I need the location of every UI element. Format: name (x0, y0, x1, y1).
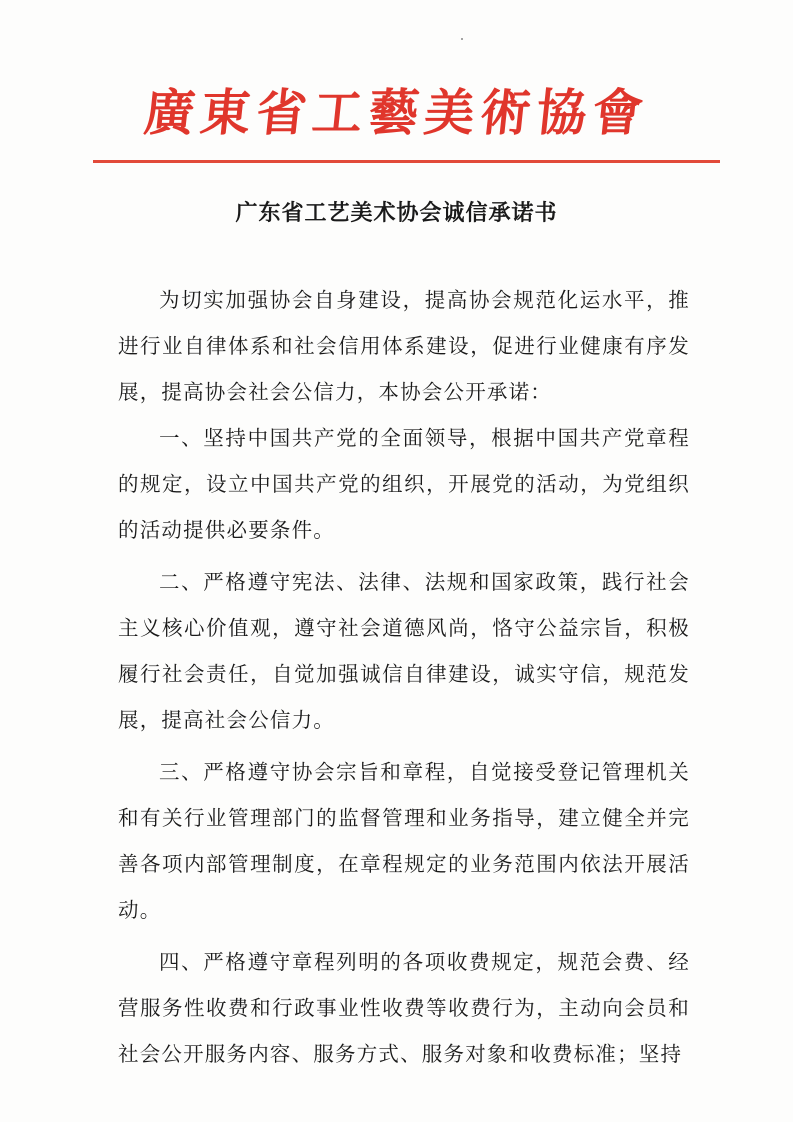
document-body (118, 277, 690, 1077)
document-title: 广东省工艺美术协会诚信承诺书 (235, 201, 558, 226)
letterhead-org-name: 廣東省工藝美術協會 (141, 83, 652, 142)
intro-paragraph: 为切实加强协会自身建设，提高协会规范化运水平，推进行业自律体系和社会信用体系建设，促进行业健康有序发展，提高协会社会公信力，本协会公开承诺： (118, 288, 690, 404)
scan-speck (461, 38, 463, 40)
commitment-paragraph-3: 三、严格遵守协会宗旨和章程，自觉接受登记管理机关和有关行业管理部门的监督管理和业务指导，建立健全并完善各项内部管理制度，在章程规定的业务范围内依法开展活动。 (118, 760, 690, 922)
commitment-paragraph-4: 四、严格遵守章程列明的各项收费规定，规范会费、经营服务性收费和行政事业性收费等收费行为，主动向会员和社会公开服务内容、服务方式、服务对象和收费标准；坚持 (118, 950, 690, 1066)
letterhead-red-rule (93, 160, 720, 163)
commitment-paragraph-1: 一、坚持中国共产党的全面领导，根据中国共产党章程的规定，设立中国共产党的组织，开展党的活动，为党组织的活动提供必要条件。 (118, 426, 690, 542)
commitment-paragraph-2: 二、严格遵守宪法、法律、法规和国家政策，践行社会主义核心价值观，遵守社会道德风尚，恪守公益宗旨，积极履行社会责任，自觉加强诚信自律建设，诚实守信，规范发展，提高社会公信力。 (118, 570, 690, 732)
